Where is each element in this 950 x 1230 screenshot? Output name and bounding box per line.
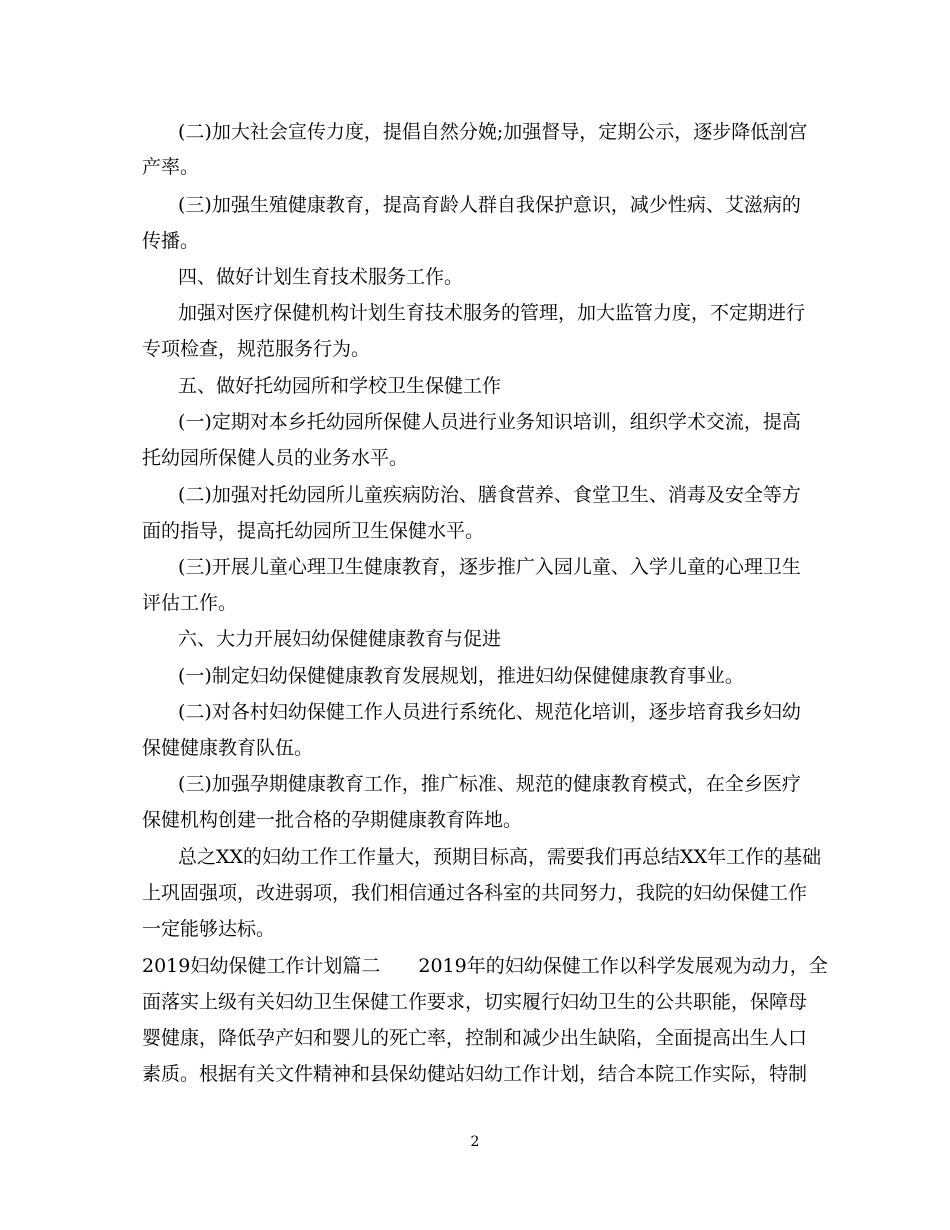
paragraph-line: (二)加大社会宣传力度，提倡自然分娩;加强督导，定期公示，逐步降低剖宫: [178, 121, 808, 143]
paragraph-line: 面落实上级有关妇幼卫生保健工作要求，切实履行妇幼卫生的公共职能，保障母: [142, 991, 808, 1013]
paragraph-line: (一)定期对本乡托幼园所保健人员进行业务知识培训，组织学术交流，提高: [178, 411, 801, 433]
paragraph-line: (二)对各村妇幼保健工作人员进行系统化、规范化培训，逐步培育我乡妇幼: [178, 701, 801, 723]
paragraph-line: 2019妇幼保健工作计划篇二 2019年的妇幼保健工作以科学发展观为动力，全: [142, 955, 828, 977]
paragraph-line: 产率。: [142, 156, 200, 178]
paragraph-line: (三)加强孕期健康教育工作，推广标准、规范的健康教育模式，在全乡医疗: [178, 773, 801, 795]
paragraph-line: (一)制定妇幼保健健康教育发展规划，推进妇幼保健健康教育事业。: [178, 665, 744, 687]
paragraph-line: 素质。根据有关文件精神和县保幼健站妇幼工作计划，结合本院工作实际，特制: [142, 1063, 808, 1085]
paragraph-line: 面的指导，提高托幼园所卫生保健水平。: [142, 520, 485, 542]
paragraph-line: (三)加强生殖健康教育，提高育龄人群自我保护意识，减少性病、艾滋病的: [178, 194, 801, 216]
paragraph-line: 保健机构创建一批合格的孕期健康教育阵地。: [142, 809, 523, 831]
paragraph-line: (二)加强对托幼园所儿童疾病防治、膳食营养、食堂卫生、消毒及安全等方: [178, 484, 801, 506]
paragraph-line: 专项检查，规范服务行为。: [142, 338, 371, 360]
paragraph-line: (三)开展儿童心理卫生健康教育，逐步推广入园儿童、入学儿童的心理卫生: [178, 556, 801, 578]
paragraph-line: 评估工作。: [142, 592, 238, 614]
paragraph-line: 婴健康，降低孕产妇和婴儿的死亡率，控制和减少出生缺陷，全面提高出生人口: [142, 1027, 808, 1049]
paragraph-line: 加强对医疗保健机构计划生育技术服务的管理，加大监管力度，不定期进行: [178, 302, 806, 324]
paragraph-line: 上巩固强项，改进弱项，我们相信通过各科室的共同努力，我院的妇幼保健工作: [142, 882, 808, 904]
paragraph-line: 一定能够达标。: [142, 918, 276, 940]
paragraph-line: 保健健康教育队伍。: [142, 737, 314, 759]
section-heading: 六、大力开展妇幼保健健康教育与促进: [178, 628, 502, 650]
page-number: 2: [470, 1134, 480, 1150]
paragraph-line: 总之XX的妇幼工作工作量大，预期目标高，需要我们再总结XX年工作的基础: [178, 846, 822, 868]
paragraph-line: 传播。: [142, 230, 200, 252]
section-heading: 四、做好计划生育技术服务工作。: [178, 266, 464, 288]
section-heading: 五、做好托幼园所和学校卫生保健工作: [178, 375, 502, 397]
paragraph-line: 托幼园所保健人员的业务水平。: [142, 447, 409, 469]
